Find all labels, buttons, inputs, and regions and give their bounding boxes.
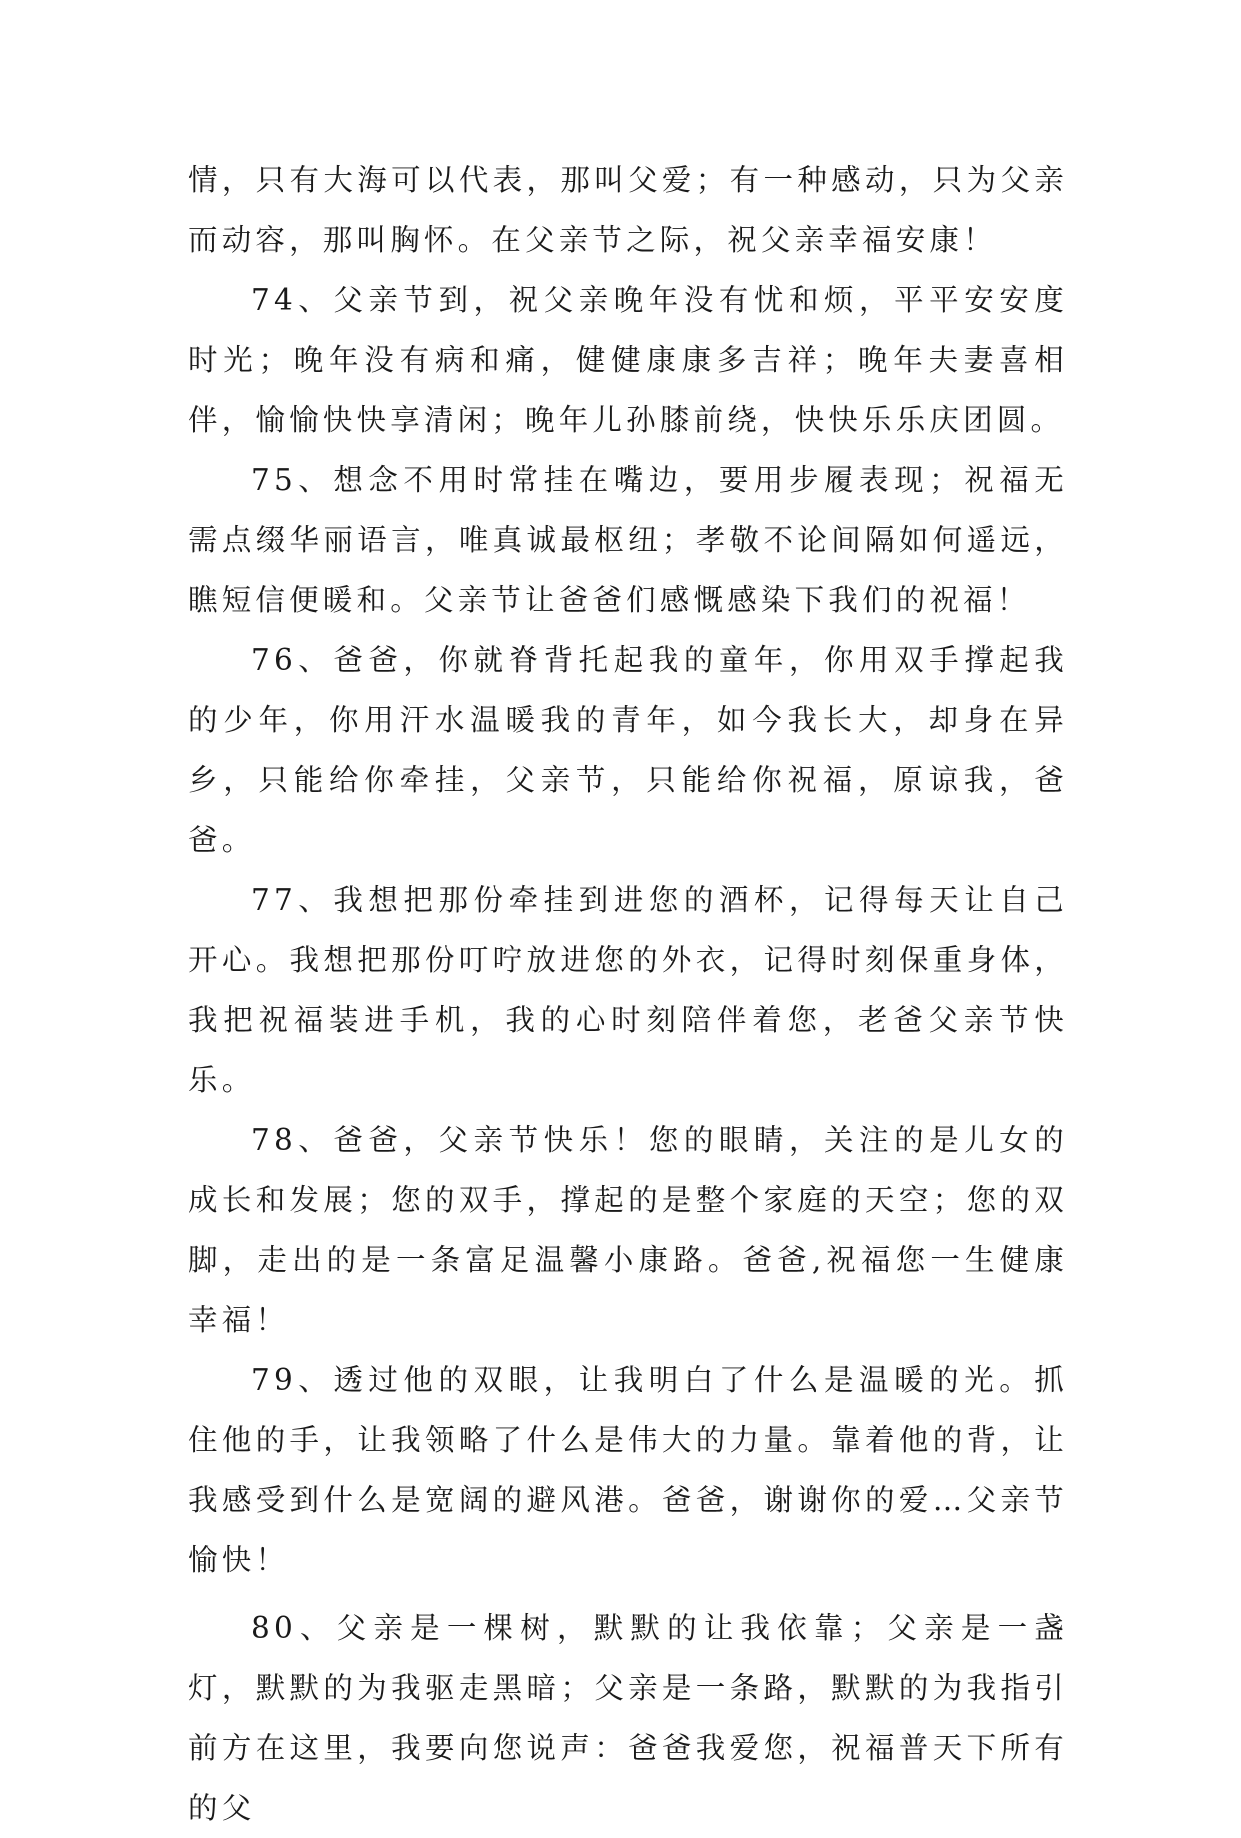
document-body bbox=[188, 150, 1068, 1838]
paragraph-74: 74、父亲节到，祝父亲晚年没有忧和烦，平平安安度时光；晚年没有病和痛，健健康康多吉祥；晚年夫妻喜相伴，愉愉快快享清闲；晚年儿孙膝前绕，快快乐乐庆团圆。 bbox=[188, 283, 1068, 437]
paragraph-79: 79、透过他的双眼，让我明白了什么是温暖的光。抓住他的手，让我领略了什么是伟大的力量。靠着他的背，让我感受到什么是宽阔的避风港。爸爸，谢谢你的爱…父亲节愉快！ bbox=[188, 1363, 1068, 1577]
paragraph-78: 78、爸爸，父亲节快乐！您的眼睛，关注的是儿女的成长和发展；您的双手，撑起的是整个家庭的天空；您的双脚，走出的是一条富足温馨小康路。爸爸,祝福您一生健康幸福！ bbox=[188, 1123, 1068, 1337]
paragraph-75: 75、想念不用时常挂在嘴边，要用步履表现；祝福无需点缀华丽语言，唯真诚最枢纽；孝敬不论间隔如何遥远，瞧短信便暖和。父亲节让爸爸们感慨感染下我们的祝福！ bbox=[188, 463, 1068, 617]
paragraph-80: 80、父亲是一棵树，默默的让我依靠；父亲是一盏灯，默默的为我驱走黑暗；父亲是一条路，默默的为我指引前方在这里，我要向您说声：爸爸我爱您，祝福普天下所有的父 bbox=[188, 1611, 1068, 1825]
paragraph-continuation: 情，只有大海可以代表，那叫父爱；有一种感动，只为父亲而动容，那叫胸怀。在父亲节之际，祝父亲幸福安康！ bbox=[188, 163, 1068, 257]
paragraph-77: 77、我想把那份牵挂到进您的酒杯，记得每天让自己开心。我想把那份叮咛放进您的外衣，记得时刻保重身体，我把祝福装进手机，我的心时刻陪伴着您，老爸父亲节快乐。 bbox=[188, 883, 1068, 1097]
paragraph-76: 76、爸爸，你就脊背托起我的童年，你用双手撑起我的少年，你用汗水温暖我的青年，如今我长大，却身在异乡，只能给你牵挂，父亲节，只能给你祝福，原谅我，爸爸。 bbox=[188, 643, 1068, 857]
